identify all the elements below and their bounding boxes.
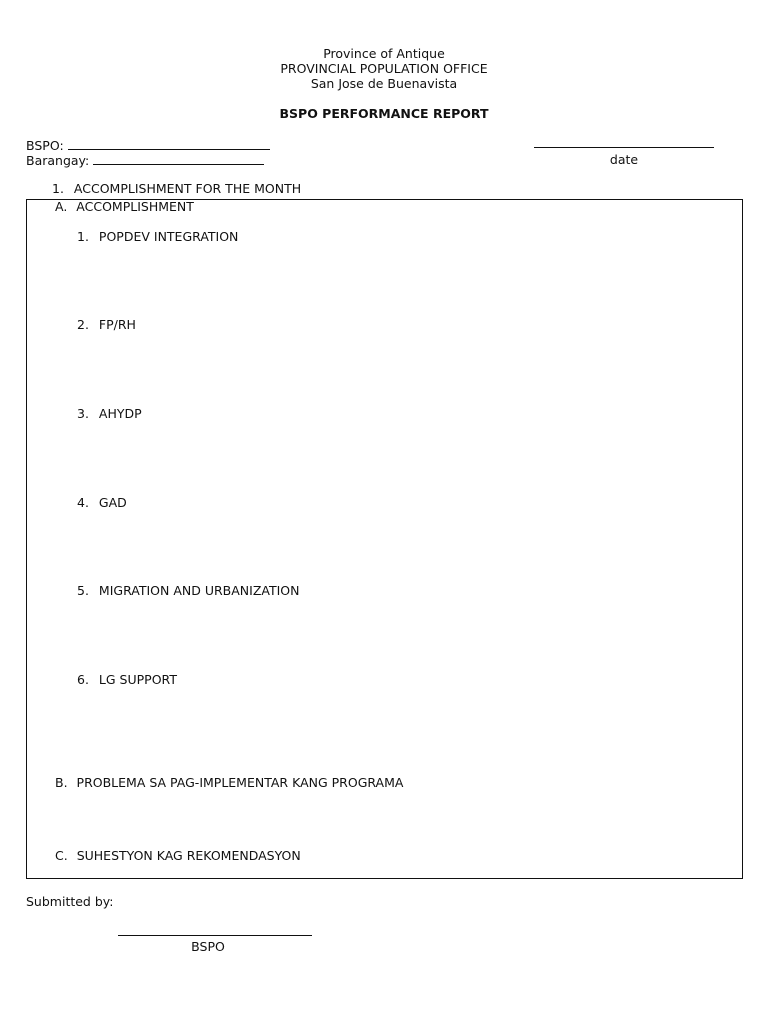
office-name: PROVINCIAL POPULATION OFFICE [280,61,488,76]
item-label: GAD [98,495,127,510]
item-label: MIGRATION AND URBANIZATION [98,583,300,598]
bspo-input-line[interactable] [68,137,270,150]
item-number: 1. [77,229,89,244]
item-number: 3. [77,406,89,421]
accomplishment-item [77,229,238,244]
subsection-b-heading [55,775,403,790]
bspo-field [26,137,270,153]
item-number: 2. [77,317,89,332]
item-label: LG SUPPORT [98,672,177,687]
barangay-input-line[interactable] [93,152,264,165]
bspo-label: BSPO: [26,138,64,153]
barangay-label: Barangay: [26,153,90,168]
item-number: 5. [77,583,89,598]
subsection-a-heading [55,199,194,214]
accomplishment-item [77,495,127,510]
section-1-heading [52,181,301,196]
accomplishment-item [77,317,136,332]
subsection-a-title: ACCOMPLISHMENT [76,199,194,214]
section-1-number: 1. [52,181,64,196]
subsection-b-title: PROBLEMA SA PAG-IMPLEMENTAR KANG PROGRAMA [76,775,404,790]
report-title: BSPO PERFORMANCE REPORT [279,106,489,121]
item-label: AHYDP [98,406,142,421]
section-1-title: ACCOMPLISHMENT FOR THE MONTH [73,181,302,196]
accomplishment-item [77,406,142,421]
barangay-field [26,152,264,168]
province-name: Province of Antique [323,46,445,61]
item-label: POPDEV INTEGRATION [98,229,239,244]
subsection-b-letter: B. [55,775,68,790]
item-number: 4. [77,495,89,510]
office-location: San Jose de Buenavista [310,76,458,91]
accomplishment-item [77,672,177,687]
subsection-c-title: SUHESTYON KAG REKOMENDASYON [76,848,301,863]
item-number: 6. [77,672,89,687]
subsection-c-letter: C. [55,848,68,863]
subsection-c-heading [55,848,301,863]
accomplishment-item [77,583,299,598]
submitted-by-label: Submitted by: [26,894,114,909]
signature-line[interactable] [118,935,312,936]
date-caption: date [609,152,639,167]
item-label: FP/RH [98,317,136,332]
date-input-line[interactable] [534,147,714,148]
subsection-a-letter: A. [55,199,68,214]
signature-caption: BSPO [191,939,225,954]
